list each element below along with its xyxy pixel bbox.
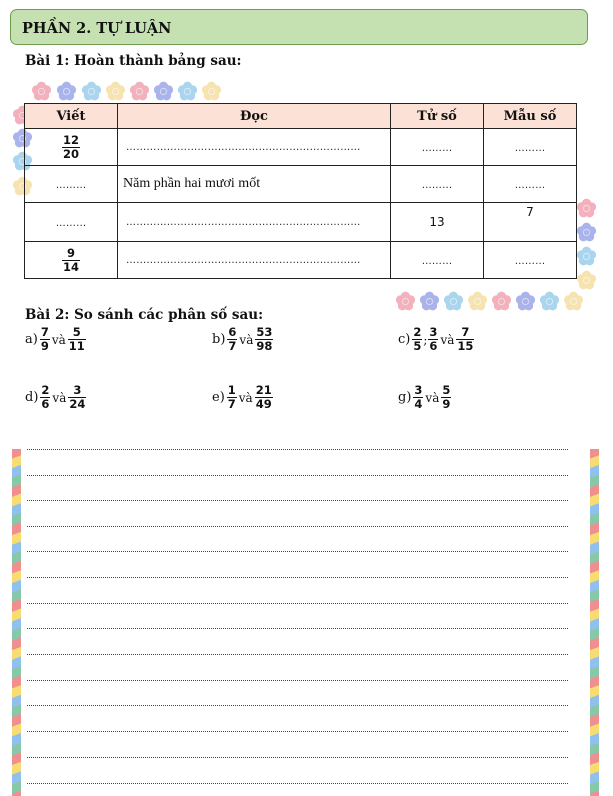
writing-line[interactable]	[27, 526, 568, 527]
fraction	[227, 326, 237, 353]
flower-icon	[576, 246, 597, 267]
flower-icon	[515, 291, 536, 312]
flower-icon	[467, 291, 488, 312]
denominator: 20	[62, 146, 79, 161]
writing-line[interactable]	[27, 577, 568, 578]
compare-item-g	[398, 384, 451, 411]
item-label: b)	[212, 332, 226, 347]
header-viet: Viết	[25, 104, 118, 129]
compare-item-c	[398, 326, 474, 353]
flower-icon	[56, 81, 77, 102]
writing-line[interactable]	[27, 680, 568, 681]
numerator-value: 13	[429, 214, 445, 229]
header-mau-so: Mẫu số	[484, 104, 577, 129]
numerator: 6	[228, 325, 237, 339]
flower-icon	[177, 81, 198, 102]
numerator: 3	[429, 325, 438, 339]
writing-line[interactable]	[27, 757, 568, 758]
flower-icon	[576, 198, 597, 219]
writing-line[interactable]	[27, 705, 568, 706]
answer-blank[interactable]: ………	[421, 142, 453, 154]
flower-icon	[31, 81, 52, 102]
denominator: 9	[442, 397, 451, 411]
cell-tu-so	[391, 203, 484, 242]
answer-blank[interactable]: ………	[514, 179, 546, 191]
item-label: e)	[212, 390, 225, 405]
flower-icon	[419, 291, 440, 312]
denominator: 98	[256, 339, 273, 353]
exercise-2-title: Bài 2: So sánh các phân số sau:	[25, 307, 264, 323]
fraction	[456, 326, 474, 353]
denominator: 24	[69, 397, 86, 411]
separator: ;	[423, 332, 428, 347]
fraction	[68, 326, 86, 353]
item-label: c)	[398, 332, 411, 347]
flower-icon	[563, 291, 584, 312]
numerator: 53	[256, 325, 273, 339]
flower-icon	[539, 291, 560, 312]
flower-icon	[576, 270, 597, 291]
cell-doc[interactable]	[118, 203, 391, 242]
denominator: 6	[41, 397, 50, 411]
writing-line[interactable]	[27, 551, 568, 552]
denominator: 14	[62, 259, 79, 274]
numerator: 9	[66, 245, 75, 260]
denominator: 4	[414, 397, 423, 411]
numerator: 12	[62, 132, 79, 147]
numerator: 21	[255, 383, 272, 397]
table-row	[25, 203, 577, 242]
answer-blank[interactable]: ………	[55, 217, 87, 229]
cell-doc[interactable]	[118, 242, 391, 279]
fraction	[413, 384, 423, 411]
answer-blank[interactable]: ……………………………………………………………	[126, 216, 361, 228]
fraction	[441, 384, 451, 411]
fraction	[40, 384, 50, 411]
numerator: 3	[73, 383, 82, 397]
table-row	[25, 166, 577, 203]
denominator: 7	[227, 397, 236, 411]
exercise-1-title: Bài 1: Hoàn thành bảng sau:	[25, 53, 242, 69]
table-row	[25, 129, 577, 166]
flower-icon	[81, 81, 102, 102]
denominator: 15	[457, 339, 474, 353]
answer-blank[interactable]: ………	[421, 255, 453, 267]
numerator: 7	[40, 325, 49, 339]
cell-mau-so	[484, 203, 577, 242]
cell-mau-so[interactable]	[484, 242, 577, 279]
header-doc: Đọc	[118, 104, 391, 129]
numerator: 5	[442, 383, 451, 397]
table-header-row	[25, 104, 577, 129]
numerator: 1	[227, 383, 236, 397]
answer-blank[interactable]: ………	[514, 142, 546, 154]
flower-icon	[576, 222, 597, 243]
cell-mau-so[interactable]	[484, 129, 577, 166]
rainbow-stripe-right	[590, 449, 599, 796]
fraction-table	[24, 103, 577, 279]
cell-viet[interactable]	[25, 203, 118, 242]
and-word: và	[238, 390, 253, 405]
writing-line[interactable]	[27, 731, 568, 732]
section-title: PHẦN 2. TỰ LUẬN	[22, 20, 172, 37]
cell-tu-so[interactable]	[391, 129, 484, 166]
and-word: và	[239, 332, 254, 347]
answer-blank[interactable]: ……………………………………………………………	[126, 254, 361, 266]
and-word: và	[52, 390, 67, 405]
flower-icon	[395, 291, 416, 312]
writing-line[interactable]	[27, 628, 568, 629]
flower-icon	[201, 81, 222, 102]
numerator: 5	[72, 325, 81, 339]
cell-viet[interactable]	[25, 166, 118, 203]
fraction	[62, 134, 80, 161]
fraction	[227, 384, 237, 411]
cell-doc	[118, 166, 391, 203]
cell-doc[interactable]	[118, 129, 391, 166]
item-label: g)	[398, 390, 412, 405]
fraction	[62, 247, 80, 274]
and-word: và	[440, 332, 455, 347]
rainbow-stripe-left	[12, 449, 21, 796]
cell-mau-so[interactable]	[484, 166, 577, 203]
writing-line[interactable]	[27, 500, 568, 501]
item-label: a)	[25, 332, 38, 347]
cell-tu-so[interactable]	[391, 166, 484, 203]
compare-item-b	[212, 326, 273, 353]
denominator: 5	[413, 339, 422, 353]
denominator: 49	[255, 397, 272, 411]
numerator: 7	[461, 325, 470, 339]
flower-icon	[491, 291, 512, 312]
denominator: 9	[40, 339, 49, 353]
compare-item-a	[25, 326, 86, 353]
writing-line[interactable]	[27, 603, 568, 604]
fraction	[255, 384, 273, 411]
flower-icon	[105, 81, 126, 102]
answer-blank[interactable]: ………	[421, 179, 453, 191]
fraction	[40, 326, 50, 353]
flower-icon	[443, 291, 464, 312]
writing-line[interactable]	[27, 475, 568, 476]
cell-viet	[25, 129, 118, 166]
flower-icon	[129, 81, 150, 102]
section-header	[10, 9, 588, 45]
fraction	[255, 326, 273, 353]
fraction	[412, 326, 422, 353]
writing-line[interactable]	[27, 783, 568, 784]
cell-tu-so[interactable]	[391, 242, 484, 279]
fraction-reading: Năm phần hai mươi mốt	[123, 176, 261, 191]
answer-blank[interactable]: ………	[55, 179, 87, 191]
compare-item-d	[25, 384, 86, 411]
and-word: và	[425, 390, 440, 405]
fraction	[68, 384, 86, 411]
numerator: 3	[414, 383, 423, 397]
and-word: và	[51, 332, 66, 347]
fraction	[428, 326, 438, 353]
denominator: 11	[68, 339, 85, 353]
item-label: d)	[25, 390, 39, 405]
header-tu-so: Tử số	[391, 104, 484, 129]
numerator: 2	[413, 325, 422, 339]
numerator: 2	[41, 383, 50, 397]
denominator: 6	[429, 339, 438, 353]
writing-line[interactable]	[27, 449, 568, 450]
table-row	[25, 242, 577, 279]
flower-icon	[153, 81, 174, 102]
denominator-value: 7	[526, 205, 534, 219]
answer-blank[interactable]: ………	[514, 255, 546, 267]
writing-line[interactable]	[27, 654, 568, 655]
cell-viet	[25, 242, 118, 279]
compare-item-e	[212, 384, 273, 411]
answer-blank[interactable]: ……………………………………………………………	[126, 141, 361, 153]
denominator: 7	[228, 339, 237, 353]
